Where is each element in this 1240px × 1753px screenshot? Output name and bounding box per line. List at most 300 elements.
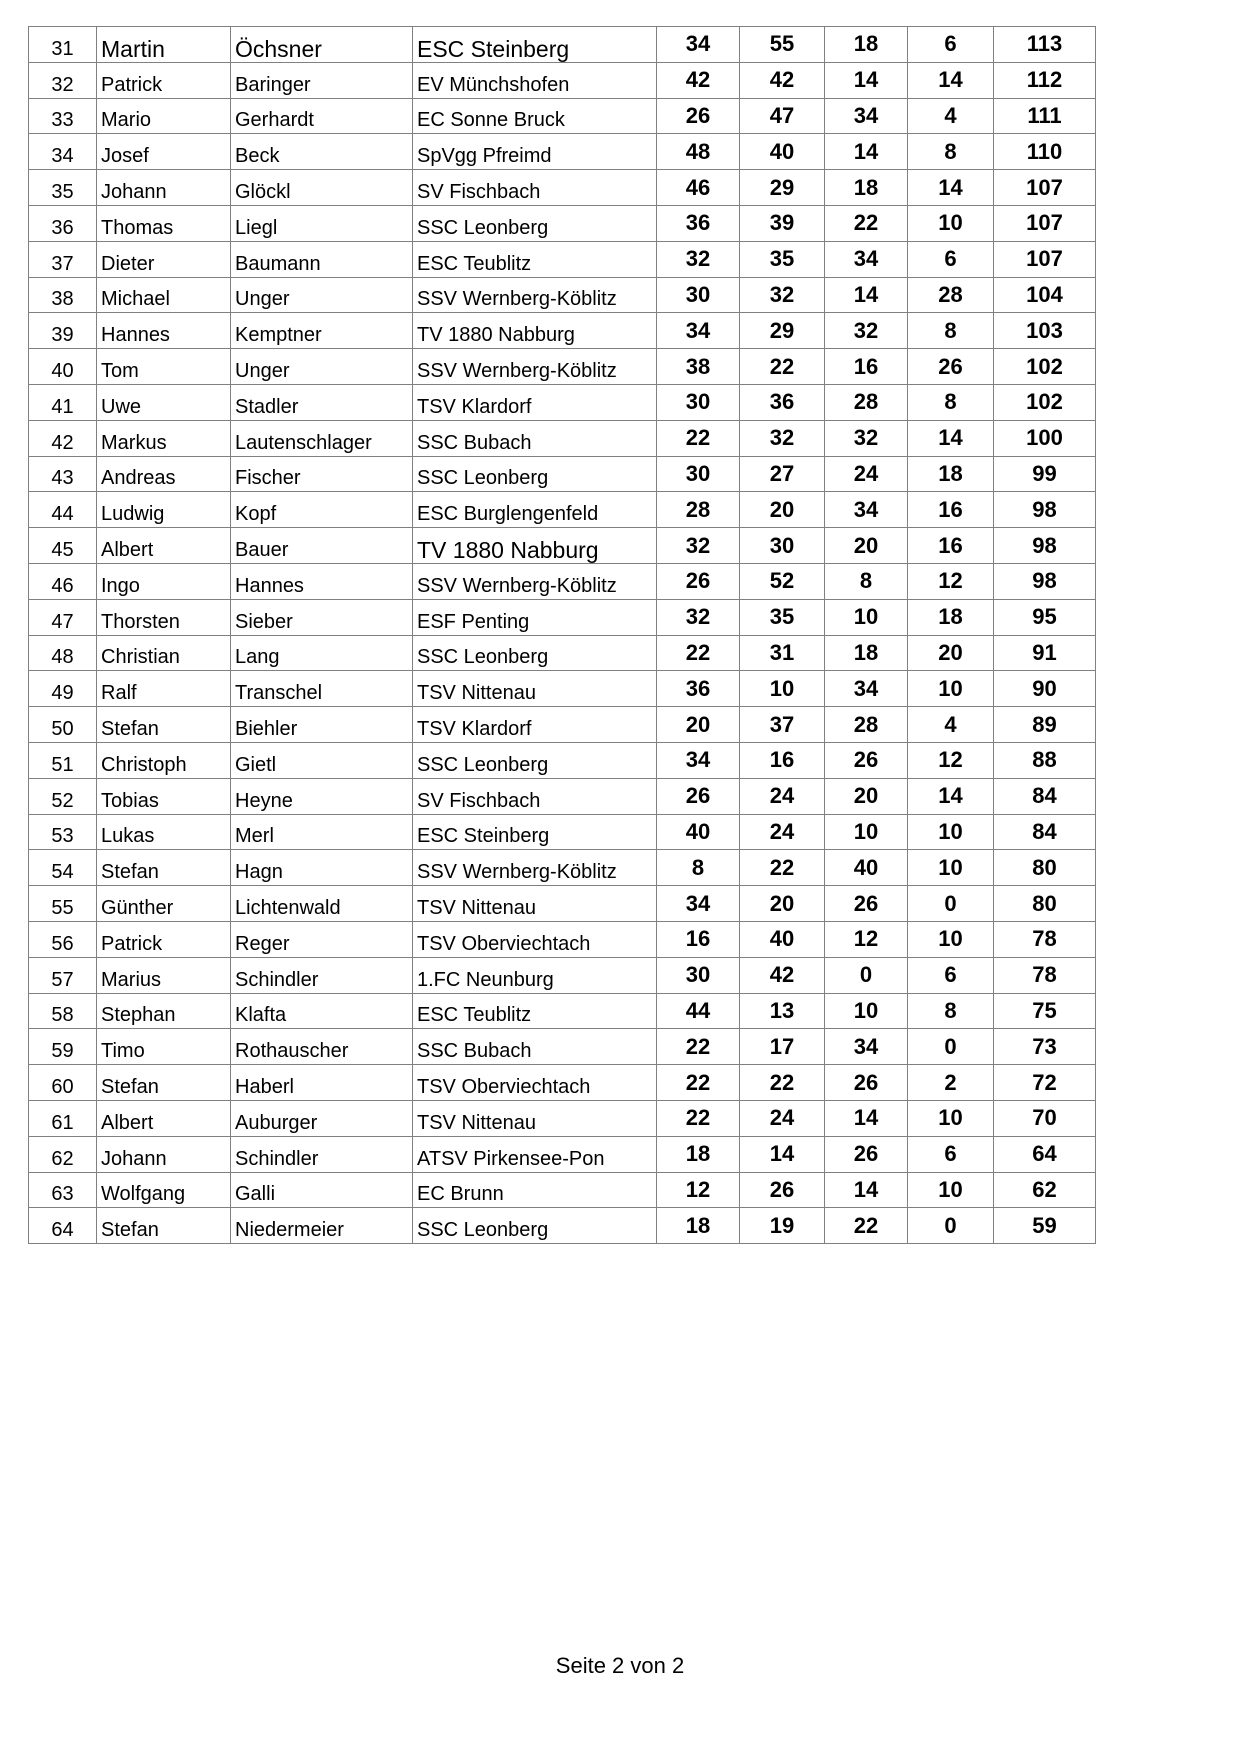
last-name-cell: Hannes	[231, 563, 413, 599]
club-cell: SSV Wernberg-Köblitz	[413, 349, 657, 385]
score-2-cell: 40	[740, 921, 825, 957]
first-name-cell: Thomas	[97, 205, 231, 241]
table-row	[29, 205, 1096, 241]
total-cell: 78	[994, 921, 1096, 957]
club-cell: ESC Steinberg	[413, 27, 657, 63]
club-cell: ESF Penting	[413, 599, 657, 635]
score-3-cell: 18	[825, 170, 908, 206]
first-name-cell: Stephan	[97, 993, 231, 1029]
table-row	[29, 921, 1096, 957]
score-2-cell: 47	[740, 98, 825, 134]
total-cell: 78	[994, 957, 1096, 993]
total-cell: 72	[994, 1065, 1096, 1101]
score-2-cell: 22	[740, 850, 825, 886]
table-row	[29, 778, 1096, 814]
table-row	[29, 313, 1096, 349]
first-name-cell: Johann	[97, 1136, 231, 1172]
score-2-cell: 42	[740, 957, 825, 993]
total-cell: 107	[994, 170, 1096, 206]
rank-cell: 59	[29, 1029, 97, 1065]
rank-cell: 55	[29, 886, 97, 922]
last-name-cell: Niedermeier	[231, 1208, 413, 1244]
last-name-cell: Fischer	[231, 456, 413, 492]
last-name-cell: Gerhardt	[231, 98, 413, 134]
club-cell: TSV Oberviechtach	[413, 1065, 657, 1101]
first-name-cell: Lukas	[97, 814, 231, 850]
rank-cell: 32	[29, 62, 97, 98]
score-2-cell: 14	[740, 1136, 825, 1172]
club-cell: SSC Leonberg	[413, 742, 657, 778]
score-1-cell: 44	[657, 993, 740, 1029]
club-cell: SSC Leonberg	[413, 456, 657, 492]
rank-cell: 35	[29, 170, 97, 206]
score-4-cell: 0	[908, 1208, 994, 1244]
rank-cell: 48	[29, 635, 97, 671]
score-4-cell: 0	[908, 1029, 994, 1065]
score-2-cell: 35	[740, 241, 825, 277]
rank-cell: 54	[29, 850, 97, 886]
score-4-cell: 14	[908, 778, 994, 814]
first-name-cell: Thorsten	[97, 599, 231, 635]
table-row	[29, 742, 1096, 778]
score-2-cell: 55	[740, 27, 825, 63]
total-cell: 112	[994, 62, 1096, 98]
first-name-cell: Christian	[97, 635, 231, 671]
total-cell: 103	[994, 313, 1096, 349]
total-cell: 75	[994, 993, 1096, 1029]
first-name-cell: Johann	[97, 170, 231, 206]
score-3-cell: 32	[825, 313, 908, 349]
score-2-cell: 24	[740, 1100, 825, 1136]
club-cell: TSV Nittenau	[413, 886, 657, 922]
last-name-cell: Rothauscher	[231, 1029, 413, 1065]
last-name-cell: Unger	[231, 349, 413, 385]
last-name-cell: Merl	[231, 814, 413, 850]
score-3-cell: 34	[825, 98, 908, 134]
table-row	[29, 850, 1096, 886]
score-3-cell: 26	[825, 1136, 908, 1172]
last-name-cell: Liegl	[231, 205, 413, 241]
score-4-cell: 14	[908, 420, 994, 456]
score-1-cell: 16	[657, 921, 740, 957]
score-2-cell: 10	[740, 671, 825, 707]
score-3-cell: 8	[825, 563, 908, 599]
last-name-cell: Baringer	[231, 62, 413, 98]
score-1-cell: 48	[657, 134, 740, 170]
score-4-cell: 6	[908, 241, 994, 277]
score-3-cell: 10	[825, 814, 908, 850]
first-name-cell: Mario	[97, 98, 231, 134]
score-1-cell: 30	[657, 384, 740, 420]
club-cell: EV Münchshofen	[413, 62, 657, 98]
rank-cell: 56	[29, 921, 97, 957]
rank-cell: 50	[29, 707, 97, 743]
score-2-cell: 31	[740, 635, 825, 671]
first-name-cell: Ralf	[97, 671, 231, 707]
score-4-cell: 6	[908, 27, 994, 63]
score-3-cell: 16	[825, 349, 908, 385]
total-cell: 98	[994, 492, 1096, 528]
first-name-cell: Dieter	[97, 241, 231, 277]
rank-cell: 57	[29, 957, 97, 993]
first-name-cell: Patrick	[97, 921, 231, 957]
total-cell: 95	[994, 599, 1096, 635]
score-1-cell: 30	[657, 277, 740, 313]
results-body	[29, 27, 1096, 1244]
first-name-cell: Patrick	[97, 62, 231, 98]
table-row	[29, 27, 1096, 63]
total-cell: 110	[994, 134, 1096, 170]
score-3-cell: 34	[825, 241, 908, 277]
score-1-cell: 34	[657, 27, 740, 63]
club-cell: ESC Teublitz	[413, 993, 657, 1029]
club-cell: TV 1880 Nabburg	[413, 313, 657, 349]
score-3-cell: 12	[825, 921, 908, 957]
rank-cell: 42	[29, 420, 97, 456]
last-name-cell: Klafta	[231, 993, 413, 1029]
table-row	[29, 1029, 1096, 1065]
club-cell: SSV Wernberg-Köblitz	[413, 850, 657, 886]
last-name-cell: Schindler	[231, 957, 413, 993]
club-cell: SSC Leonberg	[413, 1208, 657, 1244]
score-4-cell: 10	[908, 1100, 994, 1136]
first-name-cell: Andreas	[97, 456, 231, 492]
table-row	[29, 1172, 1096, 1208]
club-cell: SSC Leonberg	[413, 205, 657, 241]
score-4-cell: 10	[908, 205, 994, 241]
total-cell: 88	[994, 742, 1096, 778]
total-cell: 64	[994, 1136, 1096, 1172]
club-cell: SSV Wernberg-Köblitz	[413, 277, 657, 313]
total-cell: 91	[994, 635, 1096, 671]
score-3-cell: 20	[825, 528, 908, 564]
total-cell: 98	[994, 528, 1096, 564]
score-3-cell: 28	[825, 384, 908, 420]
score-3-cell: 34	[825, 492, 908, 528]
first-name-cell: Albert	[97, 1100, 231, 1136]
score-4-cell: 8	[908, 134, 994, 170]
score-1-cell: 8	[657, 850, 740, 886]
table-row	[29, 671, 1096, 707]
first-name-cell: Tom	[97, 349, 231, 385]
last-name-cell: Schindler	[231, 1136, 413, 1172]
table-row	[29, 563, 1096, 599]
rank-cell: 43	[29, 456, 97, 492]
score-3-cell: 34	[825, 671, 908, 707]
first-name-cell: Josef	[97, 134, 231, 170]
table-row	[29, 635, 1096, 671]
table-row	[29, 1100, 1096, 1136]
score-1-cell: 34	[657, 313, 740, 349]
results-table	[28, 26, 1096, 1244]
score-4-cell: 10	[908, 814, 994, 850]
score-4-cell: 18	[908, 456, 994, 492]
score-4-cell: 16	[908, 492, 994, 528]
first-name-cell: Stefan	[97, 1065, 231, 1101]
total-cell: 90	[994, 671, 1096, 707]
score-2-cell: 30	[740, 528, 825, 564]
score-1-cell: 34	[657, 742, 740, 778]
score-1-cell: 42	[657, 62, 740, 98]
table-row	[29, 993, 1096, 1029]
last-name-cell: Gietl	[231, 742, 413, 778]
first-name-cell: Günther	[97, 886, 231, 922]
club-cell: TSV Klardorf	[413, 707, 657, 743]
score-1-cell: 36	[657, 205, 740, 241]
total-cell: 99	[994, 456, 1096, 492]
score-4-cell: 12	[908, 563, 994, 599]
club-cell: ESC Burglengenfeld	[413, 492, 657, 528]
first-name-cell: Marius	[97, 957, 231, 993]
first-name-cell: Hannes	[97, 313, 231, 349]
score-3-cell: 14	[825, 134, 908, 170]
score-1-cell: 38	[657, 349, 740, 385]
score-4-cell: 14	[908, 62, 994, 98]
score-2-cell: 29	[740, 313, 825, 349]
score-2-cell: 16	[740, 742, 825, 778]
score-3-cell: 18	[825, 635, 908, 671]
score-4-cell: 6	[908, 1136, 994, 1172]
table-row	[29, 456, 1096, 492]
rank-cell: 52	[29, 778, 97, 814]
score-3-cell: 34	[825, 1029, 908, 1065]
score-2-cell: 26	[740, 1172, 825, 1208]
score-3-cell: 26	[825, 742, 908, 778]
table-row	[29, 134, 1096, 170]
total-cell: 98	[994, 563, 1096, 599]
score-3-cell: 0	[825, 957, 908, 993]
total-cell: 89	[994, 707, 1096, 743]
score-3-cell: 24	[825, 456, 908, 492]
last-name-cell: Unger	[231, 277, 413, 313]
club-cell: SV Fischbach	[413, 778, 657, 814]
score-3-cell: 14	[825, 1172, 908, 1208]
table-row	[29, 814, 1096, 850]
first-name-cell: Stefan	[97, 707, 231, 743]
last-name-cell: Haberl	[231, 1065, 413, 1101]
score-4-cell: 10	[908, 850, 994, 886]
rank-cell: 47	[29, 599, 97, 635]
score-2-cell: 35	[740, 599, 825, 635]
table-row	[29, 170, 1096, 206]
score-2-cell: 19	[740, 1208, 825, 1244]
score-4-cell: 8	[908, 384, 994, 420]
club-cell: SSV Wernberg-Köblitz	[413, 563, 657, 599]
score-1-cell: 40	[657, 814, 740, 850]
rank-cell: 39	[29, 313, 97, 349]
rank-cell: 40	[29, 349, 97, 385]
club-cell: TSV Oberviechtach	[413, 921, 657, 957]
first-name-cell: Markus	[97, 420, 231, 456]
score-4-cell: 20	[908, 635, 994, 671]
total-cell: 84	[994, 778, 1096, 814]
score-1-cell: 32	[657, 528, 740, 564]
club-cell: ATSV Pirkensee-Pon	[413, 1136, 657, 1172]
score-4-cell: 18	[908, 599, 994, 635]
total-cell: 70	[994, 1100, 1096, 1136]
score-2-cell: 17	[740, 1029, 825, 1065]
last-name-cell: Heyne	[231, 778, 413, 814]
table-row	[29, 384, 1096, 420]
first-name-cell: Tobias	[97, 778, 231, 814]
score-1-cell: 36	[657, 671, 740, 707]
score-2-cell: 37	[740, 707, 825, 743]
score-1-cell: 12	[657, 1172, 740, 1208]
club-cell: SSC Leonberg	[413, 635, 657, 671]
score-1-cell: 32	[657, 599, 740, 635]
table-row	[29, 1208, 1096, 1244]
score-1-cell: 26	[657, 778, 740, 814]
rank-cell: 44	[29, 492, 97, 528]
total-cell: 104	[994, 277, 1096, 313]
last-name-cell: Bauer	[231, 528, 413, 564]
score-4-cell: 28	[908, 277, 994, 313]
table-row	[29, 241, 1096, 277]
club-cell: EC Sonne Bruck	[413, 98, 657, 134]
last-name-cell: Öchsner	[231, 27, 413, 63]
rank-cell: 49	[29, 671, 97, 707]
rank-cell: 62	[29, 1136, 97, 1172]
score-4-cell: 6	[908, 957, 994, 993]
score-3-cell: 10	[825, 599, 908, 635]
score-4-cell: 10	[908, 921, 994, 957]
last-name-cell: Transchel	[231, 671, 413, 707]
last-name-cell: Glöckl	[231, 170, 413, 206]
score-2-cell: 22	[740, 349, 825, 385]
total-cell: 102	[994, 349, 1096, 385]
total-cell: 73	[994, 1029, 1096, 1065]
first-name-cell: Albert	[97, 528, 231, 564]
score-3-cell: 14	[825, 1100, 908, 1136]
rank-cell: 64	[29, 1208, 97, 1244]
score-3-cell: 40	[825, 850, 908, 886]
score-2-cell: 29	[740, 170, 825, 206]
score-4-cell: 8	[908, 993, 994, 1029]
score-3-cell: 14	[825, 62, 908, 98]
table-row	[29, 1136, 1096, 1172]
score-4-cell: 8	[908, 313, 994, 349]
total-cell: 100	[994, 420, 1096, 456]
last-name-cell: Lang	[231, 635, 413, 671]
total-cell: 107	[994, 205, 1096, 241]
score-4-cell: 2	[908, 1065, 994, 1101]
rank-cell: 37	[29, 241, 97, 277]
first-name-cell: Stefan	[97, 1208, 231, 1244]
club-cell: TV 1880 Nabburg	[413, 528, 657, 564]
score-2-cell: 22	[740, 1065, 825, 1101]
score-3-cell: 22	[825, 205, 908, 241]
score-3-cell: 14	[825, 277, 908, 313]
score-3-cell: 28	[825, 707, 908, 743]
rank-cell: 61	[29, 1100, 97, 1136]
total-cell: 59	[994, 1208, 1096, 1244]
club-cell: SpVgg Pfreimd	[413, 134, 657, 170]
club-cell: TSV Nittenau	[413, 1100, 657, 1136]
last-name-cell: Beck	[231, 134, 413, 170]
score-2-cell: 13	[740, 993, 825, 1029]
last-name-cell: Stadler	[231, 384, 413, 420]
score-1-cell: 26	[657, 98, 740, 134]
first-name-cell: Timo	[97, 1029, 231, 1065]
table-row	[29, 277, 1096, 313]
score-2-cell: 24	[740, 778, 825, 814]
last-name-cell: Lichtenwald	[231, 886, 413, 922]
table-row	[29, 349, 1096, 385]
last-name-cell: Biehler	[231, 707, 413, 743]
score-1-cell: 18	[657, 1136, 740, 1172]
score-1-cell: 22	[657, 420, 740, 456]
last-name-cell: Sieber	[231, 599, 413, 635]
table-row	[29, 1065, 1096, 1101]
score-2-cell: 20	[740, 492, 825, 528]
table-row	[29, 957, 1096, 993]
total-cell: 102	[994, 384, 1096, 420]
rank-cell: 34	[29, 134, 97, 170]
score-4-cell: 12	[908, 742, 994, 778]
last-name-cell: Hagn	[231, 850, 413, 886]
score-4-cell: 16	[908, 528, 994, 564]
score-2-cell: 39	[740, 205, 825, 241]
rank-cell: 33	[29, 98, 97, 134]
last-name-cell: Lautenschlager	[231, 420, 413, 456]
first-name-cell: Stefan	[97, 850, 231, 886]
total-cell: 84	[994, 814, 1096, 850]
club-cell: TSV Nittenau	[413, 671, 657, 707]
score-4-cell: 4	[908, 707, 994, 743]
score-3-cell: 20	[825, 778, 908, 814]
club-cell: SV Fischbach	[413, 170, 657, 206]
club-cell: SSC Bubach	[413, 1029, 657, 1065]
first-name-cell: Ingo	[97, 563, 231, 599]
club-cell: ESC Teublitz	[413, 241, 657, 277]
first-name-cell: Wolfgang	[97, 1172, 231, 1208]
score-3-cell: 26	[825, 1065, 908, 1101]
score-1-cell: 30	[657, 957, 740, 993]
score-2-cell: 32	[740, 420, 825, 456]
score-2-cell: 27	[740, 456, 825, 492]
score-4-cell: 10	[908, 671, 994, 707]
total-cell: 62	[994, 1172, 1096, 1208]
club-cell: TSV Klardorf	[413, 384, 657, 420]
score-2-cell: 52	[740, 563, 825, 599]
first-name-cell: Christoph	[97, 742, 231, 778]
table-row	[29, 528, 1096, 564]
table-row	[29, 599, 1096, 635]
score-2-cell: 36	[740, 384, 825, 420]
rank-cell: 31	[29, 27, 97, 63]
rank-cell: 60	[29, 1065, 97, 1101]
last-name-cell: Auburger	[231, 1100, 413, 1136]
total-cell: 80	[994, 850, 1096, 886]
score-1-cell: 22	[657, 635, 740, 671]
score-1-cell: 46	[657, 170, 740, 206]
score-1-cell: 22	[657, 1029, 740, 1065]
page-number: Seite 2 von 2	[555, 1653, 685, 1678]
rank-cell: 45	[29, 528, 97, 564]
score-4-cell: 14	[908, 170, 994, 206]
score-1-cell: 26	[657, 563, 740, 599]
score-1-cell: 28	[657, 492, 740, 528]
first-name-cell: Uwe	[97, 384, 231, 420]
table-row	[29, 707, 1096, 743]
last-name-cell: Reger	[231, 921, 413, 957]
rank-cell: 41	[29, 384, 97, 420]
score-3-cell: 18	[825, 27, 908, 63]
first-name-cell: Ludwig	[97, 492, 231, 528]
last-name-cell: Kemptner	[231, 313, 413, 349]
score-1-cell: 32	[657, 241, 740, 277]
score-1-cell: 20	[657, 707, 740, 743]
